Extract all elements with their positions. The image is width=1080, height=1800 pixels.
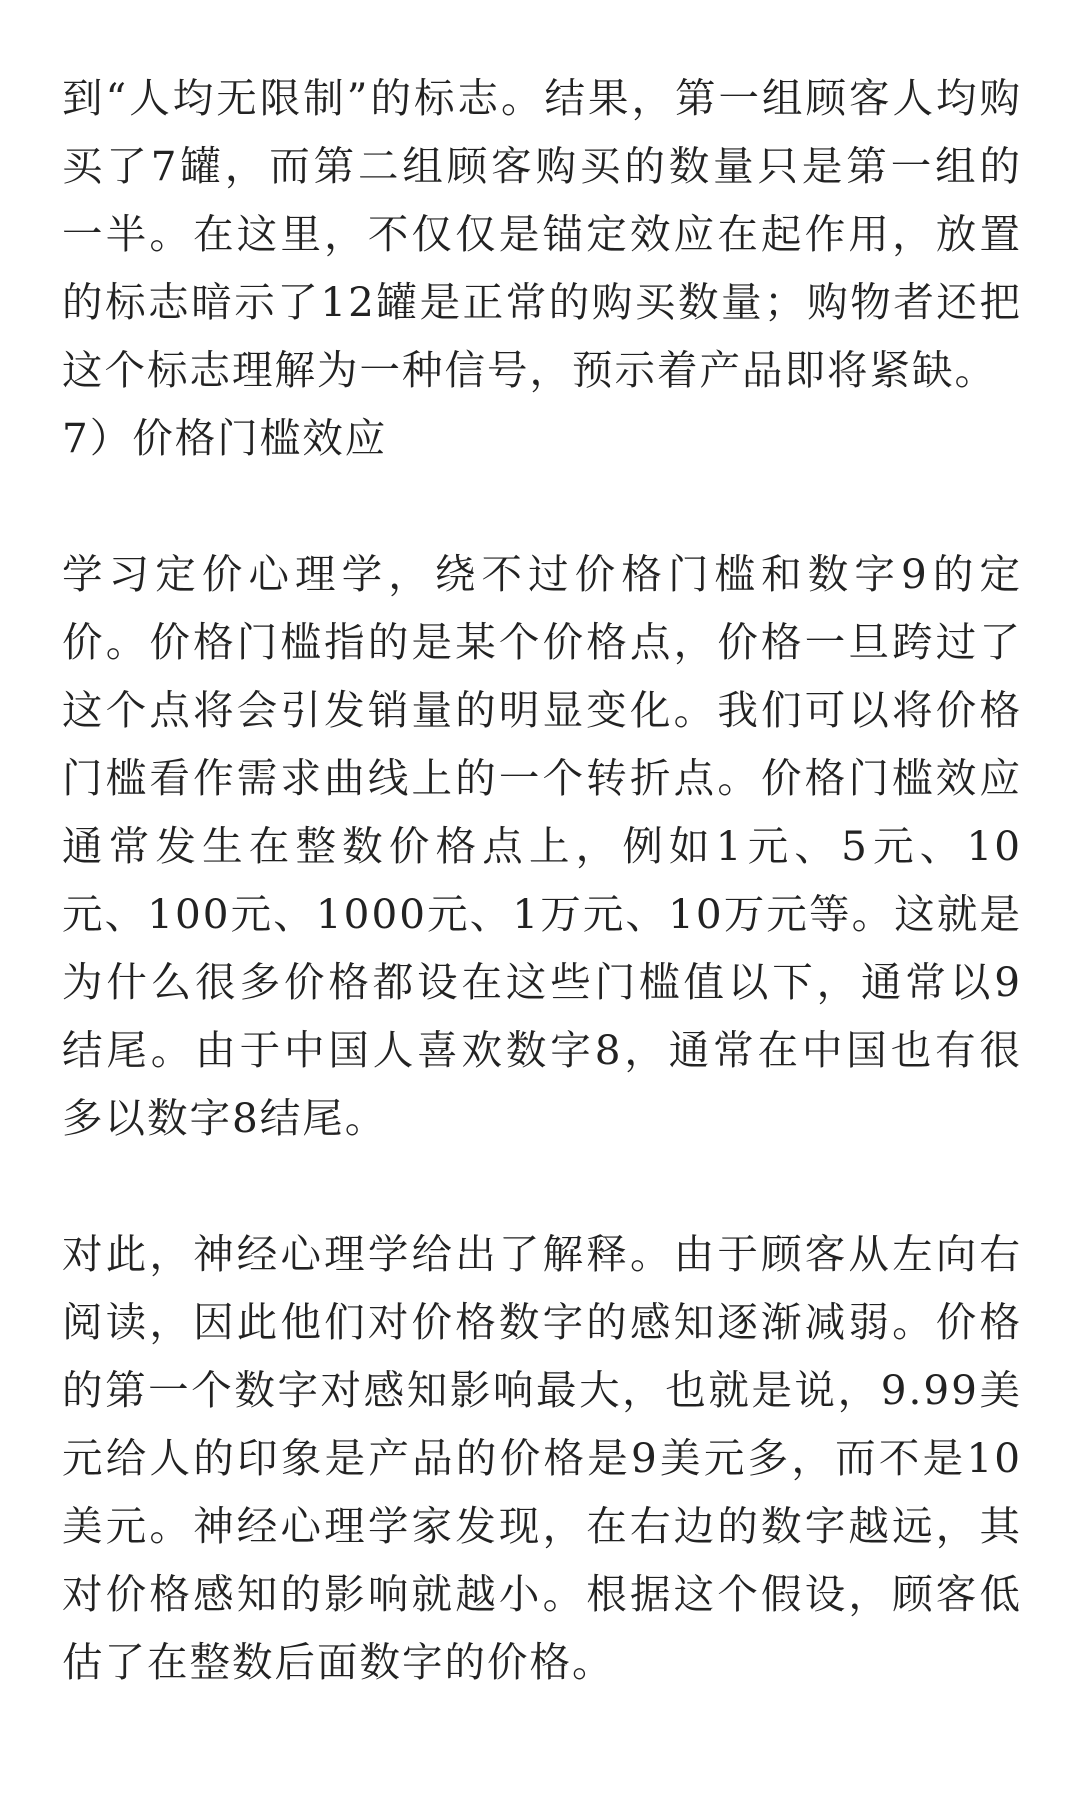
article-body	[62, 64, 1022, 1696]
paragraph-anchoring-result: 到“人均无限制”的标志。结果，第一组顾客人均购买了7罐，而第二组顾客购买的数量只是第一组的一半。在这里，不仅仅是锚定效应在起作用，放置的标志暗示了12罐是正常的购买数量；购物者还把这个标志理解为一种信号，预示着产品即将紧缺。	[62, 74, 1022, 394]
section-heading-price-threshold: 7）价格门槛效应	[62, 414, 388, 462]
paragraph-price-threshold: 学习定价心理学，绕不过价格门槛和数字9的定价。价格门槛指的是某个价格点，价格一旦跨过了这个点将会引发销量的明显变化。我们可以将价格门槛看作需求曲线上的一个转折点。价格门槛效应通常发生在整数价格点上，例如1元、5元、10元、100元、1000元、1万元、10万元等。这就是为什么很多价格都设在这些门槛值以下，通常以9结尾。由于中国人喜欢数字8，通常在中国也有很多以数字8结尾。	[62, 550, 1022, 1142]
paragraph-neuropsychology: 对此，神经心理学给出了解释。由于顾客从左向右阅读，因此他们对价格数字的感知逐渐减弱。价格的第一个数字对感知影响最大，也就是说，9.99美元给人的印象是产品的价格是9美元多，而不是10美元。神经心理学家发现，在右边的数字越远，其对价格感知的影响就越小。根据这个假设，顾客低估了在整数后面数字的价格。	[62, 1230, 1022, 1686]
